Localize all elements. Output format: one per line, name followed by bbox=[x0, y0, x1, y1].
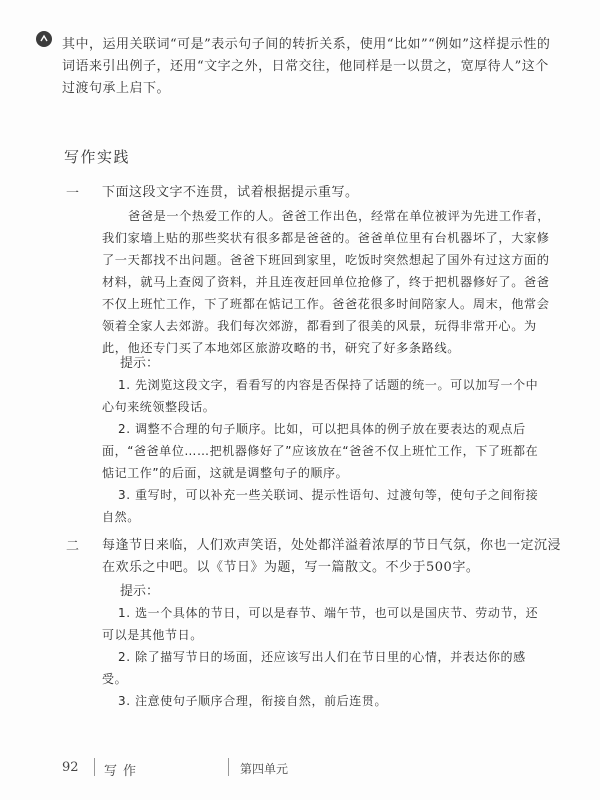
task-1-hint-label: 提示： bbox=[120, 356, 160, 371]
task-1-number: 一 bbox=[66, 186, 80, 201]
task-2-hint-label: 提示： bbox=[120, 584, 160, 599]
footer-book-label: 写作 bbox=[104, 764, 143, 779]
task-2-hint-2: 2. 除了描写节日的场面，还应该写出人们在节日里的心情，并表达你的感受。 bbox=[102, 650, 526, 686]
task-2-prompt: 每逢节日来临，人们欢声笑语，处处都洋溢着浓厚的节日气氛，你也一定沉浸在欢乐之中吧。以《节日》为题，写一篇散文。不少于500字。 bbox=[102, 538, 562, 575]
task-2-hint-3: 3. 注意使句子顺序合理，衔接自然，前后连贯。 bbox=[118, 694, 388, 708]
task-1-prompt: 下面这段文字不连贯，试着根据提示重写。 bbox=[102, 185, 359, 200]
task-1-hint-2: 2. 调整不合理的句子顺序。比如，可以把具体的例子放在要表达的观点后面，“爸爸单位……把机器修好了”应该放在“爸爸不仅上班忙工作，下了班都在惦记工作”的后面，这就是调整句子的顺序。 bbox=[102, 422, 539, 480]
task-2-number: 二 bbox=[66, 539, 80, 554]
task-2-hint-1: 1. 选一个具体的节日，可以是春节、端午节，也可以是国庆节、劳动节，还可以是其他节日。 bbox=[102, 606, 539, 642]
footer-divider bbox=[228, 758, 229, 776]
footer-divider bbox=[94, 758, 95, 776]
section-title: 写作实践 bbox=[64, 148, 131, 166]
task-1-hint-1: 1. 先浏览这段文字，看看写的内容是否保持了话题的统一。可以加写一个中心句来统领整段话。 bbox=[102, 378, 539, 414]
publisher-logo-icon bbox=[36, 31, 52, 47]
intro-paragraph: 其中，运用关联词“可是”表示句子间的转折关系，使用“比如”“例如”这样提示性的词语来引出例子，还用“文字之外，日常交往，他同样是一以贯之，宽厚待人”这个过渡句承上启下。 bbox=[62, 37, 551, 96]
task-1-passage: 爸爸是一个热爱工作的人。爸爸工作出色，经常在单位被评为先进工作者，我们家墙上贴的那些奖状有很多都是爸爸的。爸爸单位里有台机器坏了，大家修了一天都找不出问题。爸爸下班回到家里，吃饭时突然想起了国外有过这方面的材料，就马上查阅了资料，并且连夜赶回单位抢修了，终于把机器修好了。爸爸不仅上班忙工作，下了班都在惦记工作。爸爸花很多时间陪家人。周末，他常会领着全家人去郊游。我们每次郊游，都看到了很美的风景，玩得非常开心。为此，他还专门买了本地郊区旅游攻略的书，研究了好多条路线。 bbox=[102, 209, 550, 355]
task-1-hint-3: 3. 重写时，可以补充一些关联词、提示性语句、过渡句等，使句子之间衔接自然。 bbox=[102, 488, 539, 524]
page-number: 92 bbox=[62, 760, 79, 775]
footer-unit-label: 第四单元 bbox=[240, 762, 289, 776]
